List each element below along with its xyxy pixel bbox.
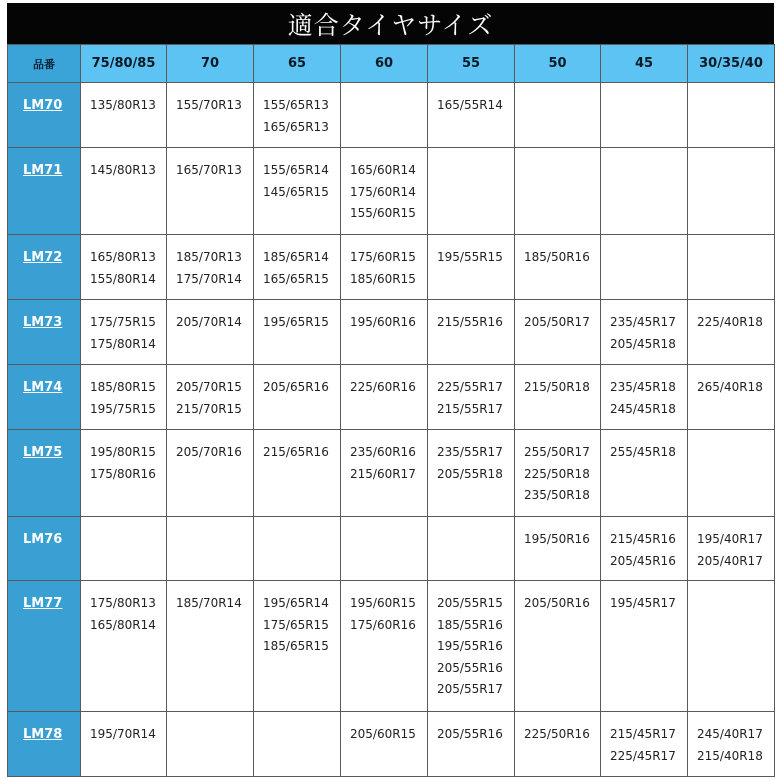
tire-size: 205/55R16	[437, 727, 503, 741]
size-cell	[688, 148, 775, 235]
tire-size: 175/60R15	[350, 250, 416, 264]
size-cell	[167, 581, 254, 712]
tire-size: 235/60R16	[350, 445, 416, 459]
tire-size: 235/45R18	[610, 380, 676, 394]
tire-size: 195/55R15	[437, 250, 503, 264]
tire-size: 215/50R18	[524, 380, 590, 394]
tire-size: 215/70R15	[176, 401, 242, 416]
tire-size: 195/80R15	[90, 445, 156, 459]
tire-size: 155/60R15	[350, 206, 416, 220]
model-link[interactable]: LM71	[23, 163, 63, 178]
size-cell	[167, 300, 254, 365]
size-cell	[688, 300, 775, 365]
size-cell	[254, 235, 341, 300]
tire-size-table-container	[7, 3, 774, 777]
table-row	[8, 581, 775, 712]
size-cell	[688, 712, 775, 777]
model-cell	[8, 581, 81, 712]
size-cell	[81, 300, 167, 365]
size-cell	[167, 365, 254, 430]
size-cell	[81, 235, 167, 300]
tire-size: 225/55R17	[437, 380, 503, 394]
size-cell	[688, 365, 775, 430]
size-cell	[254, 581, 341, 712]
size-cell	[254, 300, 341, 365]
tire-size: 205/45R18	[610, 336, 676, 351]
size-cell	[688, 430, 775, 517]
size-cell	[515, 581, 601, 712]
size-cell	[688, 517, 775, 581]
size-cell	[515, 712, 601, 777]
tire-size: 175/70R14	[176, 271, 242, 286]
header-aspect-2: 70	[167, 45, 254, 83]
model-link[interactable]: LM72	[23, 250, 63, 265]
tire-size: 195/75R15	[90, 401, 156, 416]
size-cell	[601, 581, 688, 712]
model-link[interactable]: LM74	[23, 380, 63, 395]
tire-size: 205/70R14	[176, 315, 242, 329]
tire-size: 215/55R17	[437, 401, 503, 416]
tire-size: 195/65R15	[263, 315, 329, 329]
model-label: LM76	[23, 532, 63, 547]
model-link[interactable]: LM70	[23, 98, 63, 113]
tire-size: 165/65R15	[263, 271, 329, 286]
header-aspect-5: 55	[428, 45, 515, 83]
size-cell	[167, 148, 254, 235]
tire-size: 205/70R16	[176, 445, 242, 459]
model-cell	[8, 235, 81, 300]
size-cell	[688, 83, 775, 148]
table-row	[8, 83, 775, 148]
tire-size: 205/40R17	[697, 553, 763, 568]
size-cell	[428, 430, 515, 517]
table-body	[8, 83, 775, 777]
tire-size: 175/60R16	[350, 617, 416, 632]
tire-size: 155/80R14	[90, 271, 156, 286]
tire-size: 205/55R15	[437, 596, 503, 610]
model-cell	[8, 83, 81, 148]
tire-size: 225/45R17	[610, 748, 676, 763]
tire-size: 195/70R14	[90, 727, 156, 741]
header-aspect-7: 45	[601, 45, 688, 83]
tire-size: 185/60R15	[350, 271, 416, 286]
tire-size: 235/50R18	[524, 488, 590, 502]
tire-size: 185/65R14	[263, 250, 329, 264]
size-cell	[428, 712, 515, 777]
size-cell	[428, 581, 515, 712]
size-cell	[167, 235, 254, 300]
size-cell	[341, 300, 428, 365]
size-cell	[341, 235, 428, 300]
model-link[interactable]: LM75	[23, 445, 63, 460]
header-aspect-1: 75/80/85	[81, 45, 167, 83]
header-aspect-6: 50	[515, 45, 601, 83]
size-cell	[167, 83, 254, 148]
tire-size: 165/80R13	[90, 250, 156, 264]
tire-size: 205/60R15	[350, 727, 416, 741]
tire-size: 185/70R14	[176, 596, 242, 610]
tire-size: 175/80R13	[90, 596, 156, 610]
tire-size: 175/80R14	[90, 336, 156, 351]
tire-size: 195/60R15	[350, 596, 416, 610]
tire-size: 215/40R18	[697, 748, 763, 763]
tire-size: 195/50R16	[524, 532, 590, 546]
tire-size: 195/40R17	[697, 532, 763, 546]
size-cell	[428, 300, 515, 365]
model-cell	[8, 712, 81, 777]
tire-size: 185/80R15	[90, 380, 156, 394]
size-cell	[688, 581, 775, 712]
tire-size: 205/65R16	[263, 380, 329, 394]
tire-size: 165/80R14	[90, 617, 156, 632]
tire-size: 215/45R17	[610, 727, 676, 741]
header-aspect-4: 60	[341, 45, 428, 83]
size-cell	[254, 148, 341, 235]
size-cell	[254, 365, 341, 430]
size-cell	[167, 517, 254, 581]
size-cell	[341, 517, 428, 581]
tire-size: 215/45R16	[610, 532, 676, 546]
tire-size: 205/50R16	[524, 596, 590, 610]
model-cell	[8, 365, 81, 430]
tire-size: 215/60R17	[350, 466, 416, 481]
tire-size: 215/55R16	[437, 315, 503, 329]
tire-size: 175/60R14	[350, 184, 416, 199]
size-cell	[341, 148, 428, 235]
tire-size: 225/50R16	[524, 727, 590, 741]
size-cell	[428, 235, 515, 300]
tire-size: 195/60R16	[350, 315, 416, 329]
tire-size: 175/65R15	[263, 617, 329, 632]
size-cell	[601, 235, 688, 300]
size-cell	[515, 365, 601, 430]
table-title: 適合タイヤサイズ	[7, 3, 774, 44]
size-cell	[601, 300, 688, 365]
model-cell	[8, 517, 81, 581]
tire-size: 235/45R17	[610, 315, 676, 329]
size-cell	[81, 430, 167, 517]
size-cell	[515, 430, 601, 517]
tire-size: 255/45R18	[610, 445, 676, 459]
model-link[interactable]: LM77	[23, 596, 63, 611]
table-row	[8, 300, 775, 365]
size-cell	[515, 235, 601, 300]
size-cell	[81, 517, 167, 581]
tire-size: 165/70R13	[176, 163, 242, 177]
tire-size: 205/50R17	[524, 315, 590, 329]
size-cell	[428, 365, 515, 430]
tire-size: 205/55R17	[437, 682, 503, 696]
tire-size: 155/70R13	[176, 98, 242, 112]
table-row	[8, 148, 775, 235]
tire-size: 215/65R16	[263, 445, 329, 459]
tire-size: 155/65R14	[263, 163, 329, 177]
tire-size: 165/55R14	[437, 98, 503, 112]
tire-size: 145/65R15	[263, 184, 329, 199]
size-cell	[254, 430, 341, 517]
model-cell	[8, 430, 81, 517]
size-cell	[601, 712, 688, 777]
tire-size: 185/65R15	[263, 639, 329, 653]
size-cell	[341, 712, 428, 777]
model-link[interactable]: LM78	[23, 727, 63, 742]
tire-size: 185/70R13	[176, 250, 242, 264]
tire-size: 205/70R15	[176, 380, 242, 394]
size-cell	[601, 83, 688, 148]
size-cell	[341, 365, 428, 430]
tire-size: 205/55R16	[437, 660, 503, 675]
tire-size: 205/45R16	[610, 553, 676, 568]
tire-size: 185/55R16	[437, 617, 503, 632]
table-row	[8, 712, 775, 777]
size-cell	[341, 581, 428, 712]
tire-size: 175/80R16	[90, 466, 156, 481]
size-cell	[81, 712, 167, 777]
size-cell	[341, 430, 428, 517]
size-cell	[601, 430, 688, 517]
tire-size: 235/55R17	[437, 445, 503, 459]
table-row	[8, 235, 775, 300]
tire-size: 225/50R18	[524, 466, 590, 481]
header-aspect-8: 30/35/40	[688, 45, 775, 83]
size-cell	[601, 517, 688, 581]
size-cell	[428, 148, 515, 235]
size-cell	[515, 148, 601, 235]
size-cell	[81, 83, 167, 148]
model-cell	[8, 148, 81, 235]
tire-size: 195/45R17	[610, 596, 676, 610]
tire-size: 175/75R15	[90, 315, 156, 329]
size-cell	[428, 83, 515, 148]
tire-size: 265/40R18	[697, 380, 763, 394]
size-cell	[601, 365, 688, 430]
tire-size: 225/60R16	[350, 380, 416, 394]
tire-size: 225/40R18	[697, 315, 763, 329]
size-cell	[601, 148, 688, 235]
size-cell	[515, 83, 601, 148]
table-row	[8, 365, 775, 430]
size-cell	[167, 430, 254, 517]
header-row	[8, 45, 775, 83]
size-cell	[341, 83, 428, 148]
header-aspect-3: 65	[254, 45, 341, 83]
size-cell	[254, 83, 341, 148]
tire-size: 155/65R13	[263, 98, 329, 112]
size-cell	[81, 148, 167, 235]
model-link[interactable]: LM73	[23, 315, 63, 330]
tire-size: 135/80R13	[90, 98, 156, 112]
tire-size: 255/50R17	[524, 445, 590, 459]
tire-size-table	[7, 44, 775, 777]
tire-size: 245/40R17	[697, 727, 763, 741]
size-cell	[81, 365, 167, 430]
table-row	[8, 430, 775, 517]
tire-size: 205/55R18	[437, 466, 503, 481]
tire-size: 195/65R14	[263, 596, 329, 610]
model-cell	[8, 300, 81, 365]
size-cell	[254, 517, 341, 581]
tire-size: 145/80R13	[90, 163, 156, 177]
tire-size: 165/65R13	[263, 119, 329, 134]
tire-size: 245/45R18	[610, 401, 676, 416]
size-cell	[254, 712, 341, 777]
size-cell	[515, 517, 601, 581]
tire-size: 185/50R16	[524, 250, 590, 264]
header-model-number: 品番	[8, 45, 81, 83]
size-cell	[688, 235, 775, 300]
size-cell	[167, 712, 254, 777]
tire-size: 195/55R16	[437, 639, 503, 653]
table-row	[8, 517, 775, 581]
tire-size: 165/60R14	[350, 163, 416, 177]
size-cell	[515, 300, 601, 365]
size-cell	[428, 517, 515, 581]
size-cell	[81, 581, 167, 712]
